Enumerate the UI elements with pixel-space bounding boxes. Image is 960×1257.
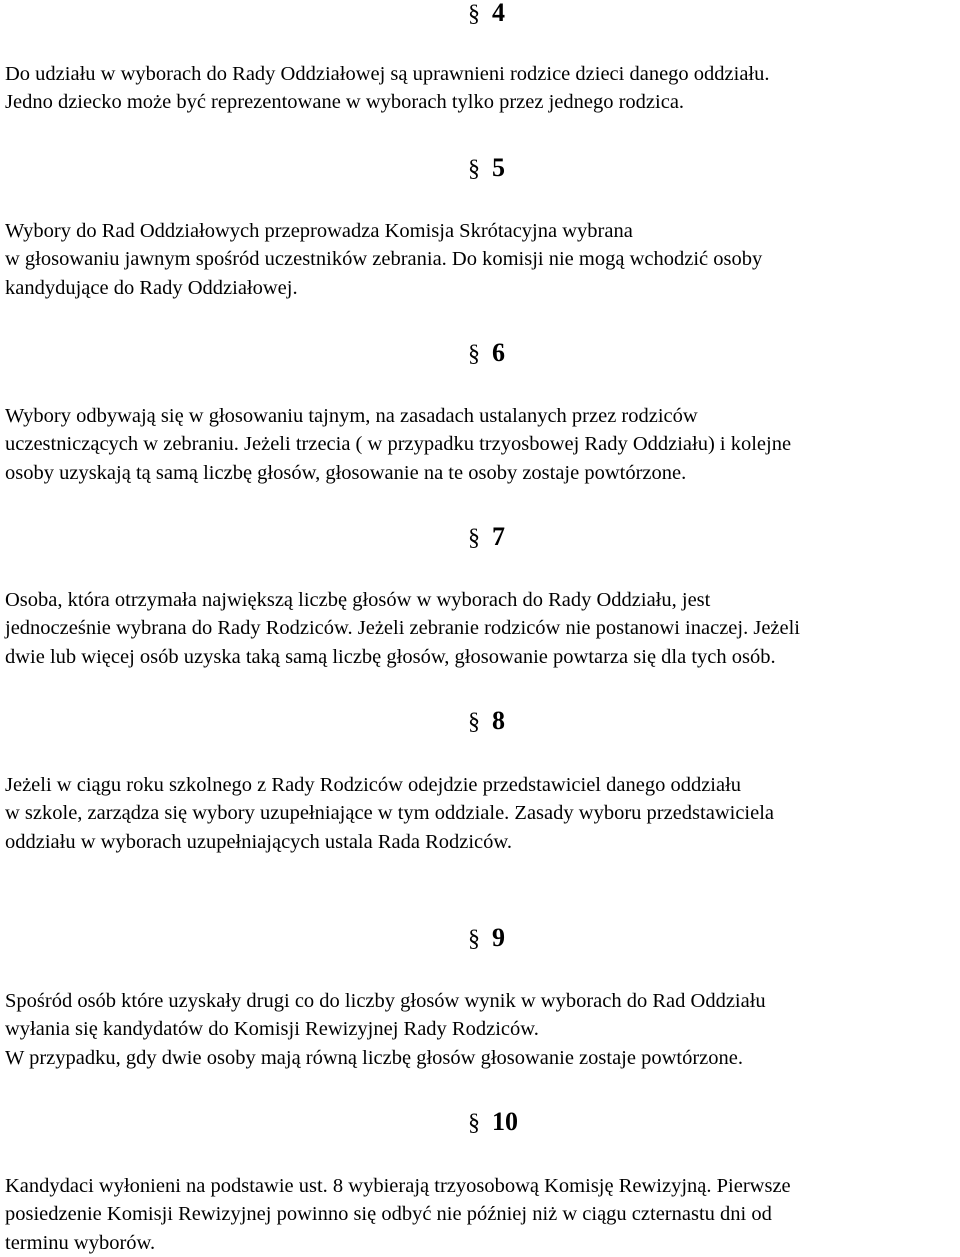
paragraph-line: Kandydaci wyłonieni na podstawie ust. 8 wybierają trzyosobową Komisję Rewizyjną. Pierwsze: [5, 1175, 791, 1197]
paragraph-line: terminu wyborów.: [5, 1231, 156, 1254]
section-7-paragraph: [5, 586, 957, 671]
section-heading-7: [468, 522, 588, 553]
section-sign: §: [468, 341, 480, 367]
paragraph-line: posiedzenie Komisji Rewizyjnej powinno się odbyć nie później niż w ciągu czternastu dni od: [5, 1203, 772, 1226]
section-number: 10: [492, 1107, 518, 1136]
section-heading-6: [468, 338, 588, 369]
paragraph-line: W przypadku, gdy dwie osoby mają równą liczbę głosów głosowanie zostaje powtórzone.: [5, 1046, 743, 1069]
section-heading-9: [468, 923, 588, 954]
paragraph-line: kandydujące do Rady Oddziałowej.: [5, 276, 298, 299]
section-number: 9: [492, 923, 505, 952]
section-sign: §: [468, 525, 480, 551]
paragraph-line: osoby uzyskają tą samą liczbę głosów, głosowanie na te osoby zostaje powtórzone.: [5, 461, 687, 484]
section-number: 5: [492, 153, 505, 182]
paragraph-line: dwie lub więcej osób uzyska taką samą liczbę głosów, głosowanie powtarza się dla tych osób.: [5, 645, 776, 668]
section-heading-4: [468, 0, 588, 29]
section-heading-8: [468, 706, 588, 737]
paragraph-line: w głosowaniu jawnym spośród uczestników zebrania. Do komisji nie mogą wchodzić osoby: [5, 248, 763, 271]
paragraph-line: wyłania się kandydatów do Komisji Rewizyjnej Rady Rodziców.: [5, 1018, 539, 1041]
section-9-paragraph: [5, 987, 957, 1072]
paragraph-line: oddziału w wyborach uzupełniających ustala Rada Rodziców.: [5, 830, 513, 853]
paragraph-line: Do udziału w wyborach do Rady Oddziałowej są uprawnieni rodzice dzieci danego oddziału.: [5, 63, 770, 85]
section-sign: §: [468, 709, 480, 735]
paragraph-line: Wybory do Rad Oddziałowych przeprowadza Komisja Skrótacyjna wybrana: [5, 220, 633, 242]
section-10-paragraph: [5, 1172, 957, 1257]
section-5-paragraph: [5, 217, 957, 302]
section-4-paragraph: [5, 60, 957, 117]
section-6-paragraph: [5, 402, 957, 487]
paragraph-line: Osoba, która otrzymała największą liczbę głosów w wyborach do Rady Oddziału, jest: [5, 589, 711, 611]
paragraph-line: Jeżeli w ciągu roku szkolnego z Rady Rodziców odejdzie przedstawiciel danego oddziału: [5, 774, 742, 796]
paragraph-line: Jedno dziecko może być reprezentowane w wyborach tylko przez jednego rodzica.: [5, 91, 685, 114]
section-8-paragraph: [5, 771, 957, 856]
paragraph-line: w szkole, zarządza się wybory uzupełniające w tym oddziale. Zasady wyboru przedstawiciela: [5, 802, 775, 825]
section-number: 7: [492, 522, 505, 551]
paragraph-line: Wybory odbywają się w głosowaniu tajnym, na zasadach ustalanych przez rodziców: [5, 405, 698, 427]
section-heading-10: [468, 1107, 588, 1138]
section-sign: §: [468, 1110, 480, 1136]
section-sign: §: [468, 1, 480, 27]
paragraph-line: uczestniczących w zebraniu. Jeżeli trzecia ( w przypadku trzyosbowej Rady Oddziału) i kolejne: [5, 433, 792, 456]
section-number: 8: [492, 706, 505, 735]
section-number: 4: [492, 0, 505, 27]
section-number: 6: [492, 338, 505, 367]
paragraph-line: jednocześnie wybrana do Rady Rodziców. Jeżeli zebranie rodziców nie postanowi inaczej. Jeżeli: [5, 617, 801, 640]
section-sign: §: [468, 926, 480, 952]
paragraph-line: Spośród osób które uzyskały drugi co do liczby głosów wynik w wyborach do Rad Oddziału: [5, 990, 766, 1012]
section-sign: §: [468, 156, 480, 182]
section-heading-5: [468, 153, 588, 184]
